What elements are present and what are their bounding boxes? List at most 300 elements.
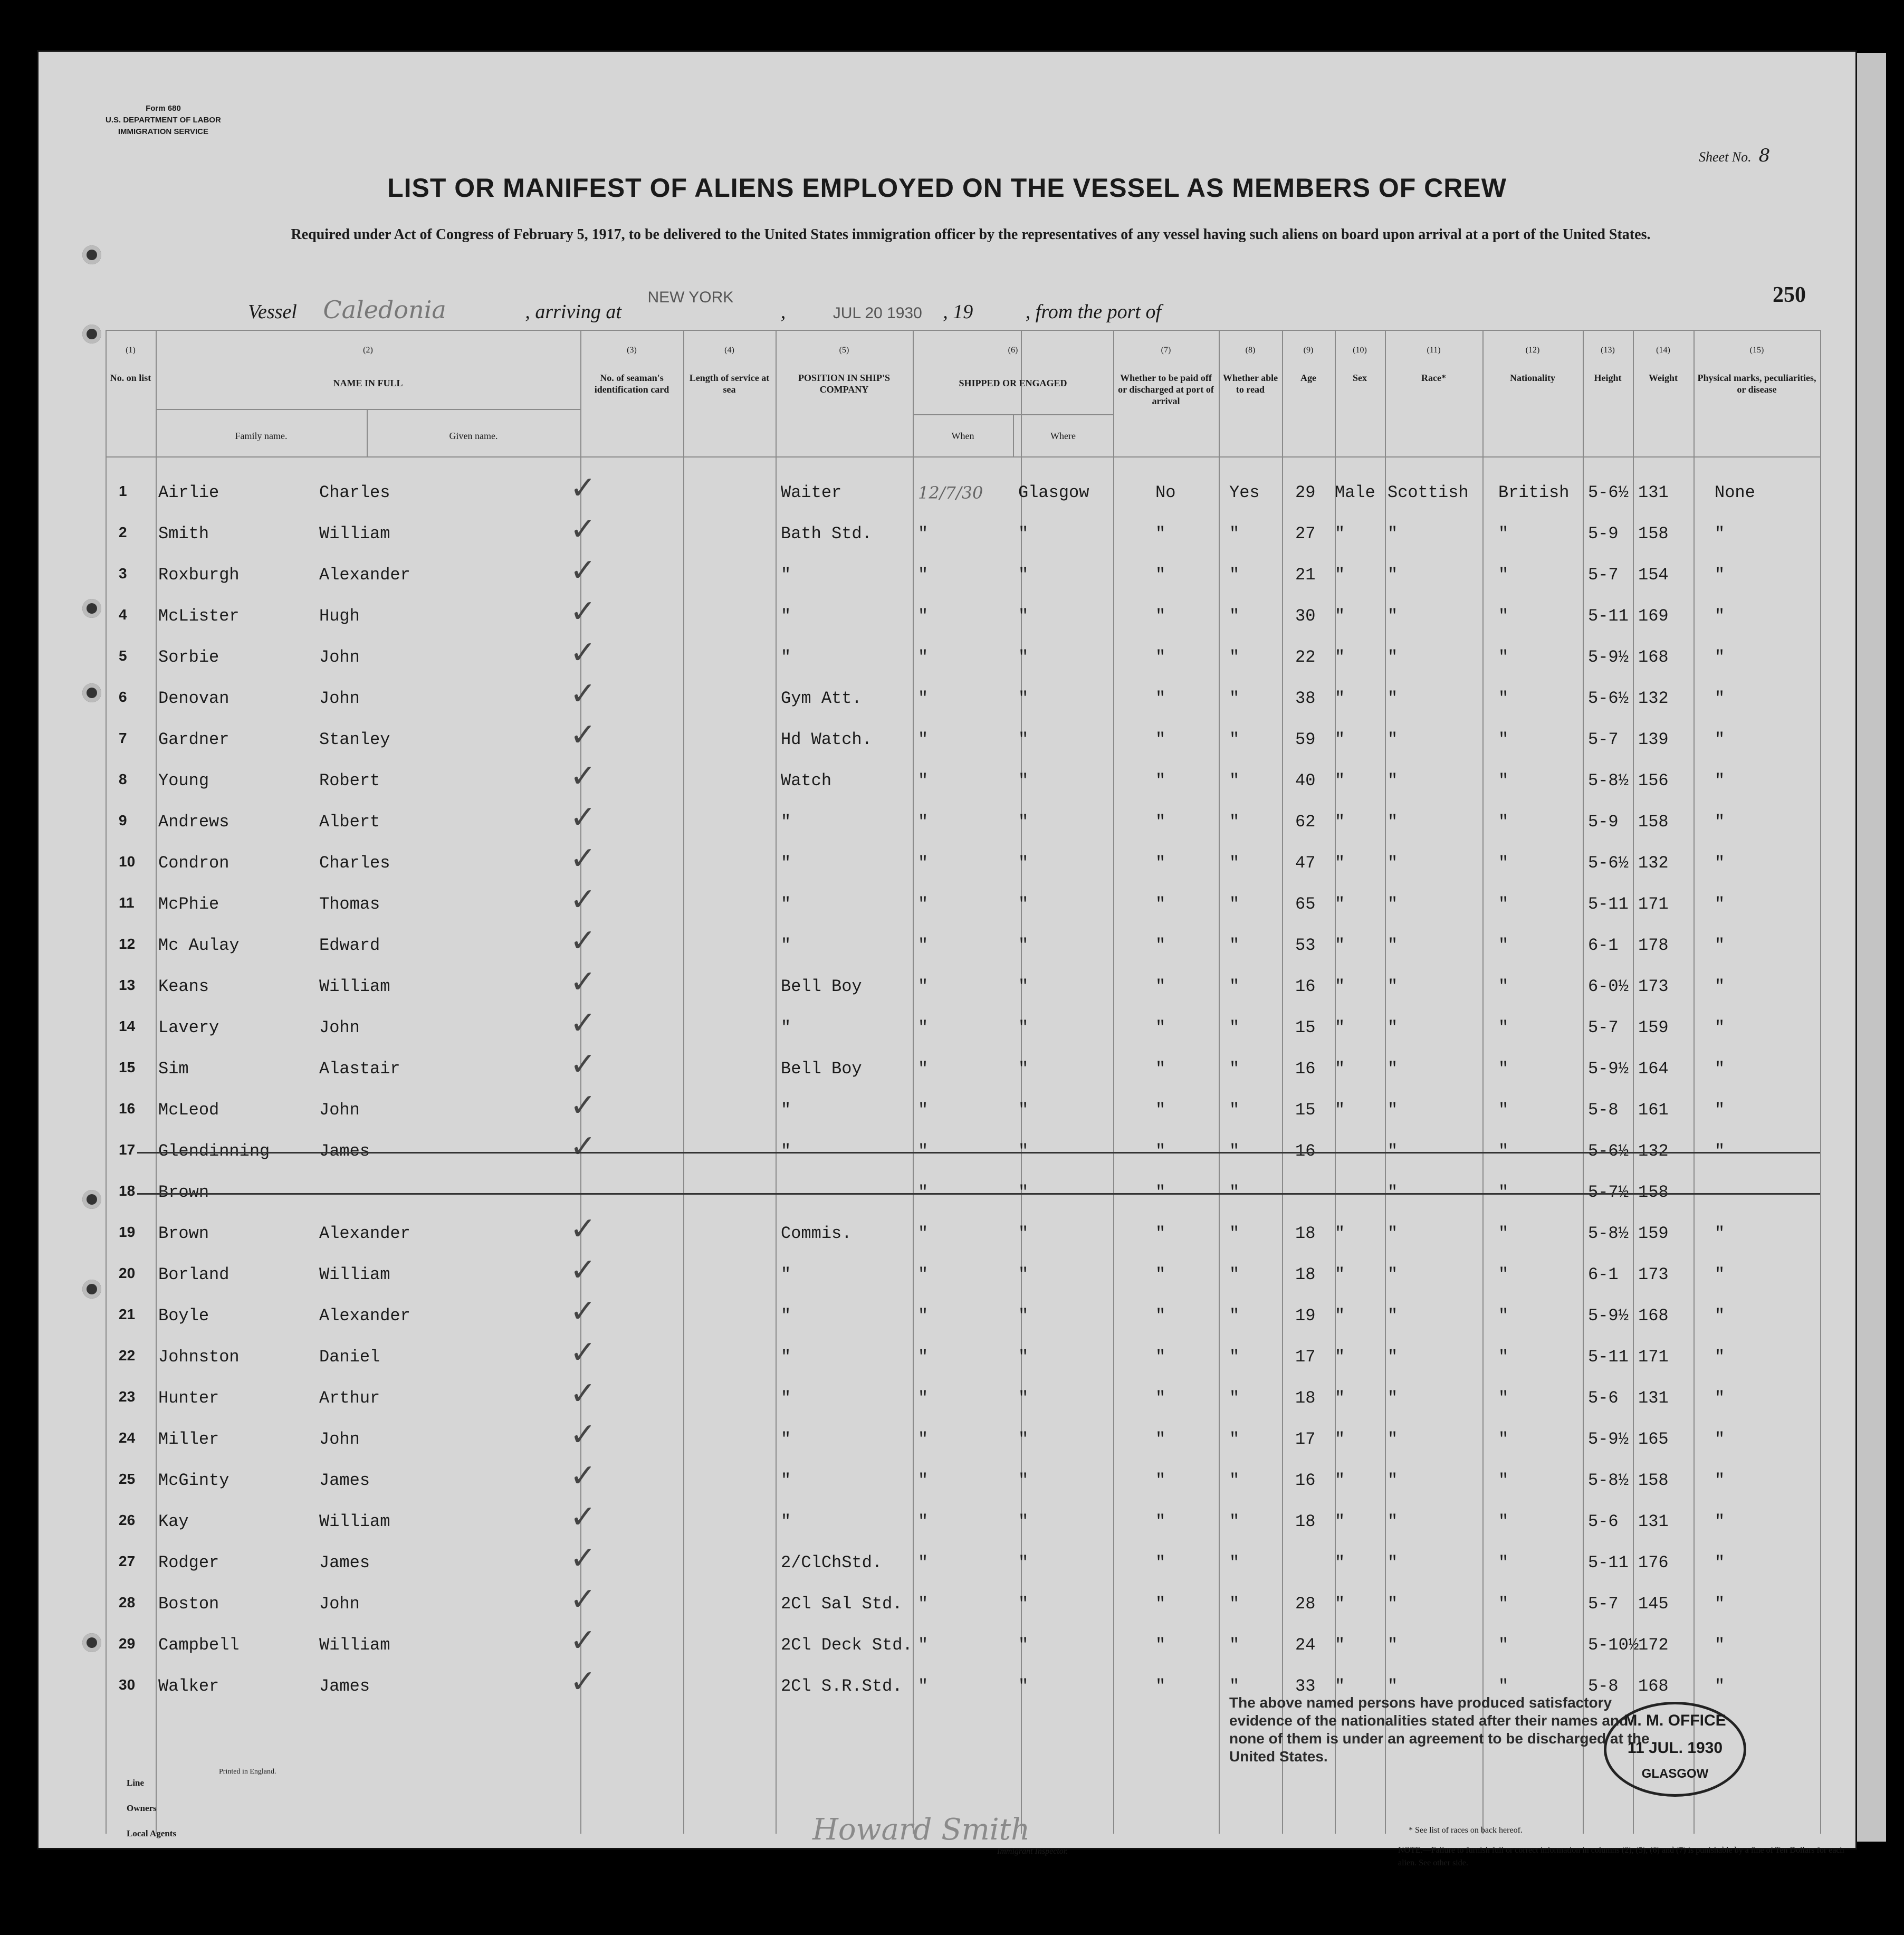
age: 17 (1295, 1347, 1316, 1367)
shipped-where: " (1018, 977, 1029, 996)
able-to-read: " (1229, 565, 1240, 585)
position: Watch (781, 771, 832, 790)
vessel-name: Caledonia (323, 296, 446, 324)
race: " (1388, 1553, 1398, 1572)
race: " (1388, 1059, 1398, 1079)
position: 2/ClChStd. (781, 1553, 883, 1572)
column-rule (776, 330, 777, 1834)
sex: " (1335, 1635, 1345, 1655)
race: " (1388, 1388, 1398, 1408)
checkmark-icon: ✓ (570, 511, 597, 548)
row-number: 2 (119, 524, 127, 540)
row-number: 9 (119, 812, 127, 828)
column-header: Length of service at sea (689, 373, 770, 395)
nationality: " (1498, 1347, 1509, 1367)
given-name: James (319, 1676, 370, 1696)
family-name: Walker (158, 1676, 219, 1696)
checkmark-icon: ✓ (570, 1622, 597, 1659)
shipped-where: " (1018, 1224, 1029, 1243)
given-name: Alexander (319, 1224, 410, 1243)
sex: " (1335, 1306, 1345, 1326)
shipped-when: " (918, 1018, 929, 1037)
checkmark-icon: ✓ (570, 840, 597, 877)
column-rule (1583, 330, 1584, 1834)
given-name: William (319, 1265, 390, 1284)
family-name: Denovan (158, 689, 229, 708)
column-number: (9) (1303, 346, 1314, 355)
given-name: Albert (319, 812, 380, 832)
age: 53 (1295, 936, 1316, 955)
family-name: Smith (158, 524, 209, 544)
family-name: Rodger (158, 1553, 219, 1572)
shipped-when: " (918, 1553, 929, 1572)
shipped-when: " (918, 1676, 929, 1696)
shipped-when: 12/7/30 (918, 483, 983, 503)
nationality: " (1498, 977, 1509, 996)
position: Bell Boy (781, 1059, 862, 1079)
checkmark-icon: ✓ (570, 1416, 597, 1453)
physical-marks: " (1715, 565, 1725, 585)
nationality: " (1498, 689, 1509, 708)
height: 5-8½ (1588, 1224, 1629, 1243)
column-number: (10) (1353, 346, 1367, 355)
row-number: 17 (119, 1141, 136, 1158)
given-name: William (319, 977, 390, 996)
able-to-read: " (1229, 1018, 1240, 1037)
sex: " (1335, 565, 1345, 585)
given-name: Stanley (319, 730, 390, 749)
given-name: Alastair (319, 1059, 400, 1079)
age: 17 (1295, 1429, 1316, 1449)
checkmark-icon: ✓ (570, 1457, 597, 1494)
family-name: Hunter (158, 1388, 219, 1408)
row-number: 3 (119, 565, 127, 582)
position: 2Cl Sal Std. (781, 1594, 903, 1614)
checkmark-icon: ✓ (570, 1540, 597, 1577)
family-name: Roxburgh (158, 565, 240, 585)
weight: 158 (1638, 1471, 1669, 1490)
shipped-where: " (1018, 565, 1029, 585)
sex: " (1335, 1018, 1345, 1037)
shipped-when: " (918, 1471, 929, 1490)
column-number: (8) (1245, 346, 1256, 355)
nationality: " (1498, 1676, 1509, 1696)
row-number: 27 (119, 1553, 136, 1569)
column-rule (1385, 330, 1386, 1834)
given-name: James (319, 1553, 370, 1572)
subcolumn-header: Family name. (235, 431, 288, 441)
given-name: James (319, 1471, 370, 1490)
nationality: " (1498, 606, 1509, 626)
sex: " (1335, 1059, 1345, 1079)
printed-in: Printed in England. (219, 1768, 276, 1776)
position: " (781, 894, 791, 914)
header-divider (156, 409, 580, 410)
weight: 132 (1638, 853, 1669, 873)
checkmark-icon: ✓ (570, 922, 597, 959)
row-number: 19 (119, 1224, 136, 1240)
shipped-where: " (1018, 1676, 1029, 1696)
shipped-where: " (1018, 1059, 1029, 1079)
checkmark-icon: ✓ (570, 1334, 597, 1371)
sex: " (1335, 936, 1345, 955)
paid-off: " (1155, 936, 1166, 955)
age: 16 (1295, 1471, 1316, 1490)
physical-marks: " (1715, 1512, 1725, 1531)
shipped-when: " (918, 1224, 929, 1243)
race: " (1388, 1429, 1398, 1449)
inspector-label: Immigrant Inspector. (997, 1847, 1068, 1856)
shipped-when: " (918, 1347, 929, 1367)
shipped-when: " (918, 812, 929, 832)
nationality: " (1498, 936, 1509, 955)
family-name: Lavery (158, 1018, 219, 1037)
row-number: 16 (119, 1100, 136, 1117)
shipped-where: " (1018, 1018, 1029, 1037)
form-number: Form 680 (146, 104, 181, 113)
sex: " (1335, 1471, 1345, 1490)
able-to-read: " (1229, 1512, 1240, 1531)
paid-off: " (1155, 1183, 1166, 1202)
physical-marks: " (1715, 1635, 1725, 1655)
height: 6-1 (1588, 1265, 1619, 1284)
paid-off: " (1155, 1471, 1166, 1490)
physical-marks: " (1715, 1100, 1725, 1120)
physical-marks: " (1715, 1429, 1725, 1449)
able-to-read: " (1229, 1347, 1240, 1367)
checkmark-icon: ✓ (570, 593, 597, 630)
physical-marks: " (1715, 524, 1725, 544)
race: " (1388, 565, 1398, 585)
given-name: Daniel (319, 1347, 380, 1367)
given-name: Arthur (319, 1388, 380, 1408)
shipped-where: " (1018, 936, 1029, 955)
able-to-read: Yes (1229, 483, 1260, 502)
checkmark-icon: ✓ (570, 799, 597, 836)
family-name: Boyle (158, 1306, 209, 1326)
weight: 165 (1638, 1429, 1669, 1449)
shipped-where: " (1018, 1141, 1029, 1161)
page-title: LIST OR MANIFEST OF ALIENS EMPLOYED ON THE VESSEL AS MEMBERS OF CREW (387, 173, 1507, 203)
race: " (1388, 647, 1398, 667)
height: 5-11 (1588, 1553, 1629, 1572)
sex: Male (1335, 483, 1375, 502)
checkmark-icon: ✓ (570, 552, 597, 589)
position: " (781, 812, 791, 832)
family-name: McLeod (158, 1100, 219, 1120)
physical-marks: " (1715, 606, 1725, 626)
given-name: James (319, 1141, 370, 1161)
row-number: 13 (119, 977, 136, 993)
column-header: Whether to be paid off or discharged at port of arrival (1118, 373, 1214, 406)
able-to-read: " (1229, 936, 1240, 955)
paid-off: " (1155, 1594, 1166, 1614)
shipped-when: " (918, 1388, 929, 1408)
able-to-read: " (1229, 1471, 1240, 1490)
paid-off: " (1155, 1388, 1166, 1408)
nationality: " (1498, 1512, 1509, 1531)
mm-office-stamp: M. M. OFFICE 11 JUL. 1930 GLASGOW (1604, 1702, 1746, 1797)
footer-labels: Line Owners Local Agents (127, 1778, 176, 1838)
row-number: 5 (119, 647, 127, 664)
row-number: 23 (119, 1388, 136, 1405)
punch-hole (82, 325, 101, 344)
weight: 154 (1638, 565, 1669, 585)
physical-marks: " (1715, 1471, 1725, 1490)
sex: " (1335, 1512, 1345, 1531)
sex: " (1335, 894, 1345, 914)
height: 5-6½ (1588, 483, 1629, 502)
position: " (781, 1306, 791, 1326)
row-number: 25 (119, 1471, 136, 1487)
race: " (1388, 1141, 1398, 1161)
sex: " (1335, 606, 1345, 626)
column-number: (6) (1008, 346, 1018, 355)
column-number: (15) (1749, 346, 1764, 355)
able-to-read: " (1229, 1594, 1240, 1614)
row-number: 30 (119, 1676, 136, 1693)
fine-note: NOTE.—Failure to furnish full or correct information in columns (2), (5), (6) and (7) is punishable by a fine of Ten Dollars for each alien. See other side. (1398, 1846, 1844, 1867)
subcolumn-header: Given name. (449, 431, 498, 441)
age: 38 (1295, 689, 1316, 708)
position: 2Cl Deck Std. (781, 1635, 913, 1655)
paid-off: " (1155, 1635, 1166, 1655)
column-rule (106, 330, 107, 1834)
age: 29 (1295, 483, 1316, 502)
punch-hole (82, 245, 101, 264)
nationality: " (1498, 1018, 1509, 1037)
paid-off: " (1155, 1141, 1166, 1161)
given-name: Robert (319, 771, 380, 790)
column-header: Physical marks, peculiarities, or disease (1697, 373, 1816, 395)
given-name: John (319, 1594, 360, 1614)
position: " (781, 1388, 791, 1408)
header-divider (367, 409, 368, 456)
column-header: Whether able to read (1222, 373, 1278, 395)
able-to-read: " (1229, 977, 1240, 996)
column-number: (4) (724, 346, 734, 355)
row-number: 29 (119, 1635, 136, 1652)
able-to-read: " (1229, 1635, 1240, 1655)
nationality: " (1498, 524, 1509, 544)
given-name: Charles (319, 853, 390, 873)
given-name: John (319, 1100, 360, 1120)
nationality: " (1498, 1224, 1509, 1243)
race: " (1388, 936, 1398, 955)
checkmark-icon: ✓ (570, 881, 597, 918)
weight: 171 (1638, 1347, 1669, 1367)
weight: 168 (1638, 1676, 1669, 1696)
physical-marks: " (1715, 689, 1725, 708)
weight: 169 (1638, 606, 1669, 626)
punch-hole (82, 1633, 101, 1652)
paid-off: " (1155, 565, 1166, 585)
paid-off: " (1155, 730, 1166, 749)
column-rule (1282, 330, 1283, 1834)
position: " (781, 647, 791, 667)
sex: " (1335, 1553, 1345, 1572)
weight: 139 (1638, 730, 1669, 749)
column-rule (1482, 330, 1484, 1834)
race: " (1388, 1676, 1398, 1696)
height: 5-8½ (1588, 771, 1629, 790)
given-name: Edward (319, 936, 380, 955)
paid-off: " (1155, 1265, 1166, 1284)
punch-hole (82, 1280, 101, 1299)
age: 18 (1295, 1388, 1316, 1408)
position: Hd Watch. (781, 730, 872, 749)
column-number: (14) (1656, 346, 1670, 355)
checkmark-icon: ✓ (570, 1375, 597, 1412)
weight: 164 (1638, 1059, 1669, 1079)
position: " (781, 1347, 791, 1367)
height: 5-11 (1588, 1347, 1629, 1367)
sex: " (1335, 1594, 1345, 1614)
inspector-signature: Howard Smith (812, 1813, 1030, 1847)
position: " (781, 1512, 791, 1531)
height: 5-10½ (1588, 1635, 1639, 1655)
height: 5-6½ (1588, 853, 1629, 873)
age: 21 (1295, 565, 1316, 585)
paid-off: " (1155, 1306, 1166, 1326)
paid-off: " (1155, 1553, 1166, 1572)
family-name: Brown (158, 1183, 209, 1202)
shipped-where: " (1018, 1388, 1029, 1408)
shipped-when: " (918, 689, 929, 708)
paid-off: " (1155, 689, 1166, 708)
checkmark-icon: ✓ (570, 964, 597, 1000)
family-name: McLister (158, 606, 240, 626)
weight: 173 (1638, 1265, 1669, 1284)
paid-off: " (1155, 606, 1166, 626)
shipped-when: " (918, 1265, 929, 1284)
checkmark-icon: ✓ (570, 1087, 597, 1124)
weight: 158 (1638, 1183, 1669, 1202)
sex: " (1335, 689, 1345, 708)
able-to-read: " (1229, 812, 1240, 832)
height: 5-8 (1588, 1676, 1619, 1696)
column-rule (1113, 330, 1114, 1834)
family-name: McPhie (158, 894, 219, 914)
race: " (1388, 1306, 1398, 1326)
nationality: " (1498, 853, 1509, 873)
next-page-edge (1857, 53, 1886, 1842)
given-name: Alexander (319, 565, 410, 585)
family-name: Brown (158, 1224, 209, 1243)
shipped-when: " (918, 1429, 929, 1449)
age: 16 (1295, 977, 1316, 996)
checkmark-icon: ✓ (570, 1210, 597, 1247)
age: 59 (1295, 730, 1316, 749)
checkmark-icon: ✓ (570, 1663, 597, 1700)
shipped-where: " (1018, 1635, 1029, 1655)
family-name: Mc Aulay (158, 936, 240, 955)
able-to-read: " (1229, 1100, 1240, 1120)
weight: 178 (1638, 936, 1669, 955)
weight: 132 (1638, 1141, 1669, 1161)
able-to-read: " (1229, 894, 1240, 914)
row-number: 15 (119, 1059, 136, 1075)
shipped-where: " (1018, 1512, 1029, 1531)
physical-marks: " (1715, 977, 1725, 996)
shipped-when: " (918, 647, 929, 667)
checkmark-icon: ✓ (570, 634, 597, 671)
sex: " (1335, 1429, 1345, 1449)
row-number: 24 (119, 1429, 136, 1446)
race: " (1388, 1471, 1398, 1490)
nationality: " (1498, 1059, 1509, 1079)
arrival-date-stamp: JUL 20 1930 (833, 304, 922, 322)
column-rule (1219, 330, 1220, 1834)
family-name: McGinty (158, 1471, 229, 1490)
age: 18 (1295, 1224, 1316, 1243)
nationality: " (1498, 1553, 1509, 1572)
able-to-read: " (1229, 730, 1240, 749)
height: 5-7 (1588, 730, 1619, 749)
height: 5-9 (1588, 812, 1619, 832)
shipped-where: " (1018, 1306, 1029, 1326)
sex: " (1335, 730, 1345, 749)
given-name: John (319, 1018, 360, 1037)
physical-marks: " (1715, 1594, 1725, 1614)
position: Bath Std. (781, 524, 872, 544)
given-name: John (319, 689, 360, 708)
column-number: (3) (627, 346, 637, 355)
column-header: No. of seaman's identification card (594, 373, 669, 395)
position: Bell Boy (781, 977, 862, 996)
height: 5-6½ (1588, 1141, 1629, 1161)
shipped-when: " (918, 1100, 929, 1120)
age: 18 (1295, 1265, 1316, 1284)
physical-marks: " (1715, 730, 1725, 749)
weight: 132 (1638, 689, 1669, 708)
sex: " (1335, 1676, 1345, 1696)
row-number: 12 (119, 936, 136, 952)
row-number: 7 (119, 730, 127, 746)
physical-marks: " (1715, 936, 1725, 955)
race: " (1388, 730, 1398, 749)
age: 40 (1295, 771, 1316, 790)
paid-off: " (1155, 1512, 1166, 1531)
department: U.S. DEPARTMENT OF LABOR (106, 116, 221, 125)
races-note: * See list of races on back hereof. (1409, 1826, 1523, 1835)
arrival-port-stamp: NEW YORK (647, 289, 734, 306)
weight: 158 (1638, 812, 1669, 832)
shipped-when: " (918, 1635, 929, 1655)
given-name: Thomas (319, 894, 380, 914)
column-header: NAME IN FULL (333, 378, 403, 388)
weight: 176 (1638, 1553, 1669, 1572)
given-name: John (319, 647, 360, 667)
height: 5-9½ (1588, 1059, 1629, 1079)
height: 5-7 (1588, 1594, 1619, 1614)
column-number: (2) (363, 346, 373, 355)
shipped-where: " (1018, 812, 1029, 832)
shipped-where: " (1018, 1265, 1029, 1284)
position: Waiter (781, 483, 842, 502)
height: 5-9½ (1588, 1429, 1629, 1449)
column-header: Weight (1648, 373, 1678, 383)
column-rule (156, 330, 157, 1834)
able-to-read: " (1229, 606, 1240, 626)
nationality: " (1498, 1265, 1509, 1284)
column-rule (1693, 330, 1695, 1834)
race: " (1388, 771, 1398, 790)
race: " (1388, 689, 1398, 708)
nationality-note: The above named persons have produced satisfactory evidence of the nationalities stated after their names and none of them is under an agreement to be discharged at the United States. (1229, 1694, 1650, 1765)
age: 18 (1295, 1512, 1316, 1531)
weight: 131 (1638, 483, 1669, 502)
